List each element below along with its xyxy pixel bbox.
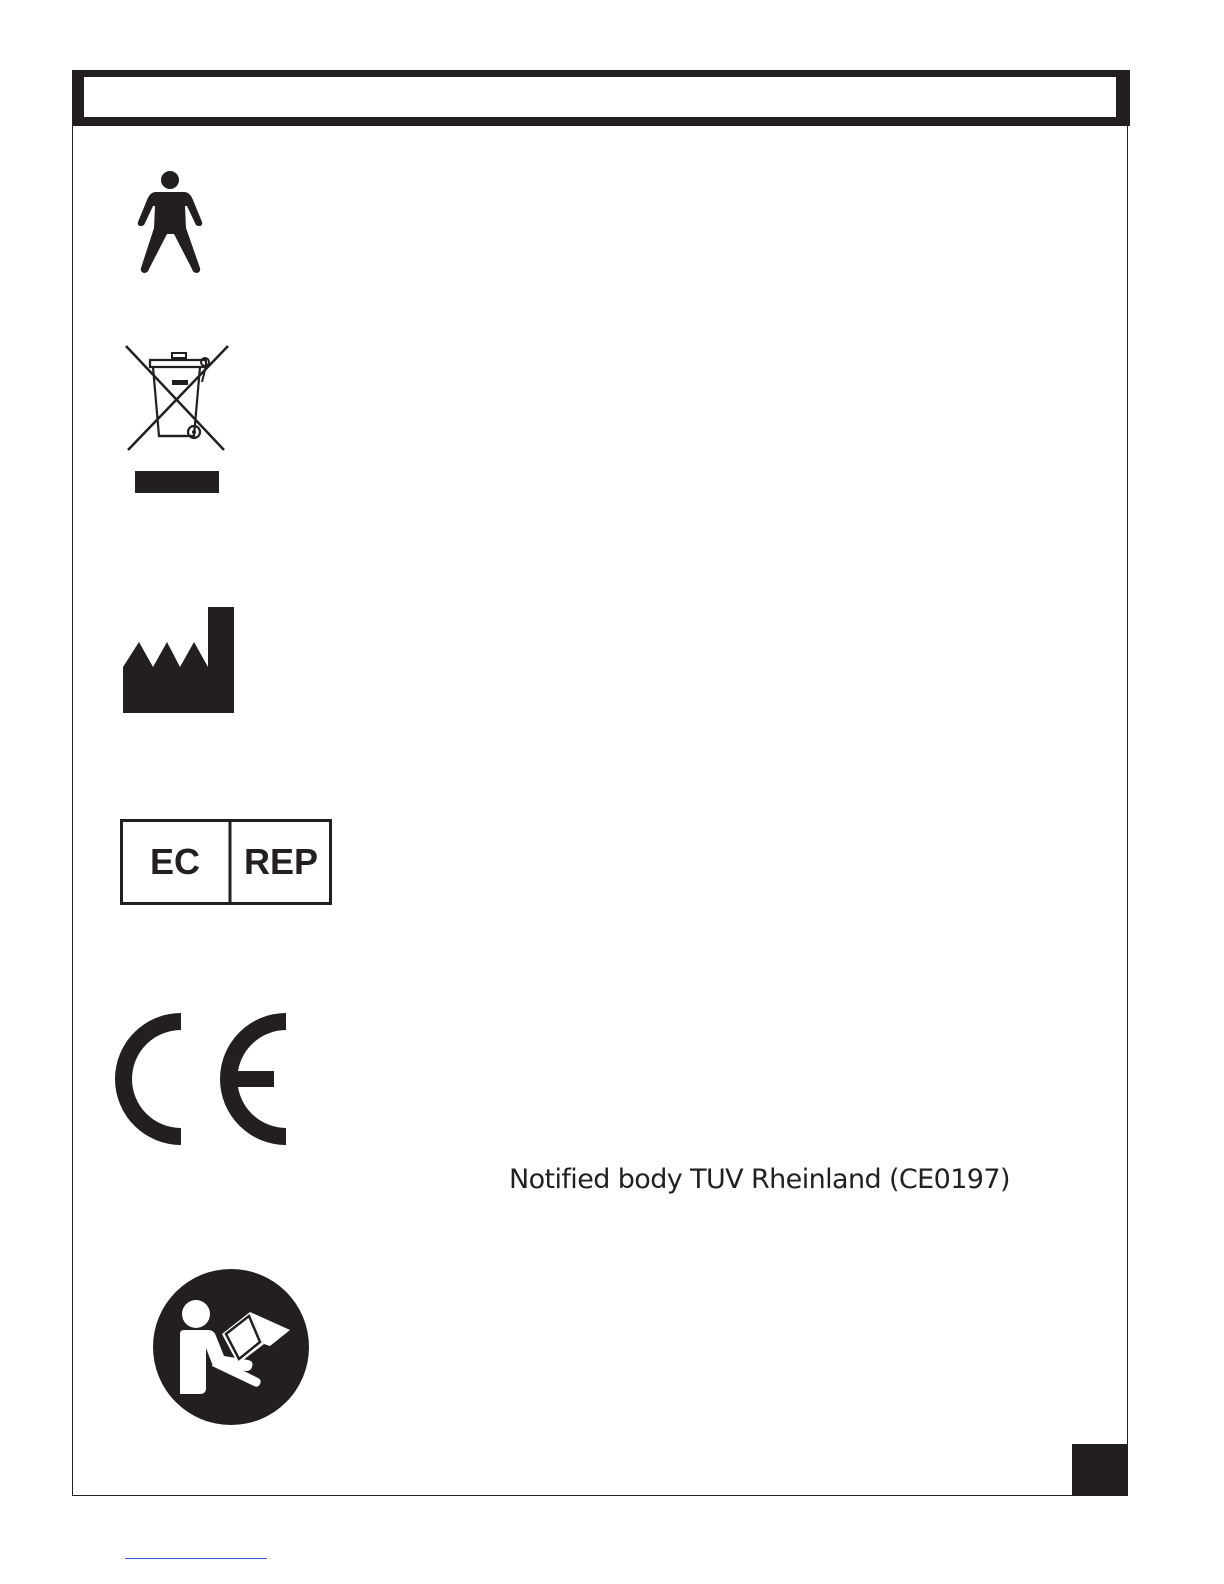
ce-mark-icon bbox=[104, 1010, 290, 1150]
ec-rep-icon bbox=[120, 819, 332, 905]
ec-label: EC bbox=[149, 841, 200, 882]
weee-crossed-bin-icon bbox=[122, 340, 232, 496]
link-underline bbox=[125, 1558, 267, 1559]
type-bf-applied-part-icon bbox=[132, 168, 208, 276]
header-title-area bbox=[84, 77, 1116, 117]
rep-label: REP bbox=[243, 841, 319, 882]
read-manual-icon bbox=[152, 1268, 310, 1426]
notified-body-note: Notified body TUV Rheinland (CE0197) bbox=[509, 1164, 1010, 1195]
page-corner-tab bbox=[1072, 1444, 1128, 1496]
manufacturer-icon bbox=[123, 607, 235, 715]
